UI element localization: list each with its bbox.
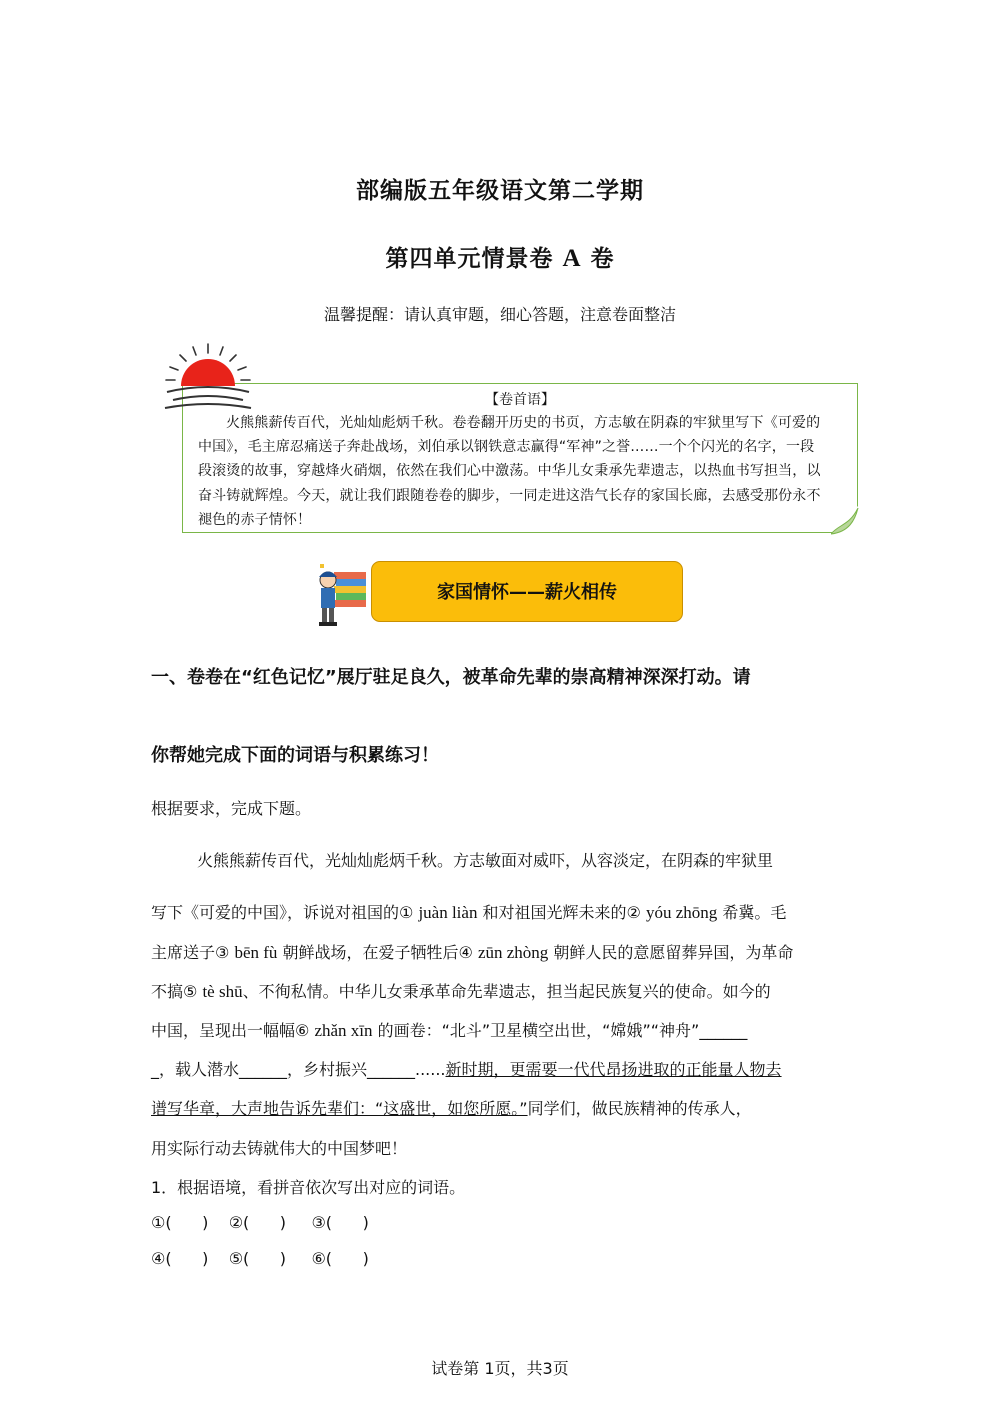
pinyin-3: bēn fù bbox=[234, 943, 278, 962]
reminder-text: 温馨提醒：请认真审题，细心答题，注意卷面整洁 bbox=[323, 305, 676, 324]
pinyin-6: zhǎn xīn bbox=[314, 1021, 373, 1040]
passage-line-7: 谱写华章，大声地告诉先辈们：“这盛世，如您所愿。”同学们，做民族精神的传承人， bbox=[151, 1099, 752, 1118]
passage-line-1: 火熊熊薪传百代，光灿灿彪炳千秋。方志敏面对威吓，从容淡定，在阴森的牢狱里 bbox=[197, 851, 774, 870]
instruction-text: 根据要求，完成下题。 bbox=[151, 799, 312, 818]
answer-row-1[interactable]: ①( ) ②( ) ③( ) bbox=[151, 1213, 369, 1232]
pinyin-4: zūn zhòng bbox=[477, 943, 549, 962]
page-footer: 试卷第 1页，共3页 bbox=[431, 1359, 569, 1378]
section-banner-text: 家国情怀——薪火相传 bbox=[437, 582, 617, 603]
passage-line-6: _，载人潜水______，乡村振兴______......新时期，更需要一代代昂扬进取的正能量人物去 bbox=[151, 1060, 782, 1079]
page-curl-icon bbox=[831, 506, 861, 536]
student-with-books-icon bbox=[312, 560, 370, 628]
underlined-sentence: 新时期，更需要一代代昂扬进取的正能量人物去 bbox=[445, 1060, 782, 1079]
pinyin-1: juàn liàn bbox=[418, 903, 478, 922]
paper-subtitle: 第四单元情景卷 A 卷 bbox=[385, 245, 615, 272]
answer-row-2[interactable]: ④( ) ⑤( ) ⑥( ) bbox=[151, 1249, 369, 1268]
passage-line-5: 中国，呈现出一幅幅⑥ zhǎn xīn 的画卷：“北斗”卫星横空出世，“嫦娥”“神舟”______ bbox=[151, 1021, 748, 1040]
pinyin-5: tè shū bbox=[202, 982, 243, 1001]
passage-line-8: 用实际行动去铸就伟大的中国梦吧！ bbox=[151, 1139, 408, 1158]
question-1-line-1: 一、卷卷在“红色记忆”展厅驻足良久，被革命先辈的崇高精神深深打动。请 bbox=[151, 667, 751, 688]
preface-heading: 【卷首语】 bbox=[485, 392, 555, 408]
passage-line-2: 写下《可爱的中国》，诉说对祖国的① juàn liàn 和对祖国光辉未来的② yóu zhōng 希冀。毛 bbox=[151, 903, 787, 922]
passage-line-3: 主席送子③ bēn fù 朝鲜战场，在爱子牺牲后④ zūn zhòng 朝鲜人民的意愿留葬异国，为革命 bbox=[151, 943, 794, 962]
question-1-line-2: 你帮她完成下面的词语与积累练习！ bbox=[151, 745, 439, 766]
preface-text: 火熊熊薪传百代，光灿灿彪炳千秋。卷卷翻开历史的书页，方志敏在阴森的牢狱里写下《可爱的中国》，毛主席忍痛送子奔赴战场，刘伯承以钢铁意志赢得“军神”之誉……一个个闪光的名字，一段段滚烫的故事，穿越烽火硝烟，依然在我们心中激荡。中华儿女秉承先辈遗志，以热血书写担当，以奋斗铸就辉煌。今天，就让我们跟随卷卷的脚步，一同走进这浩气长存的家国长廊，去感受那份永不褪色的赤子情怀！ bbox=[198, 415, 821, 528]
pinyin-2: yóu zhōng bbox=[645, 903, 718, 922]
underlined-sentence-cont: 谱写华章，大声地告诉先辈们：“这盛世，如您所愿。” bbox=[151, 1099, 528, 1118]
passage-line-4: 不搞⑤ tè shū、不徇私情。中华儿女秉承革命先辈遗志，担当起民族复兴的使命。如今的 bbox=[151, 982, 771, 1001]
paper-title: 部编版五年级语文第二学期 bbox=[356, 178, 644, 204]
sub-question-1: 1．根据语境，看拼音依次写出对应的词语。 bbox=[151, 1178, 466, 1197]
